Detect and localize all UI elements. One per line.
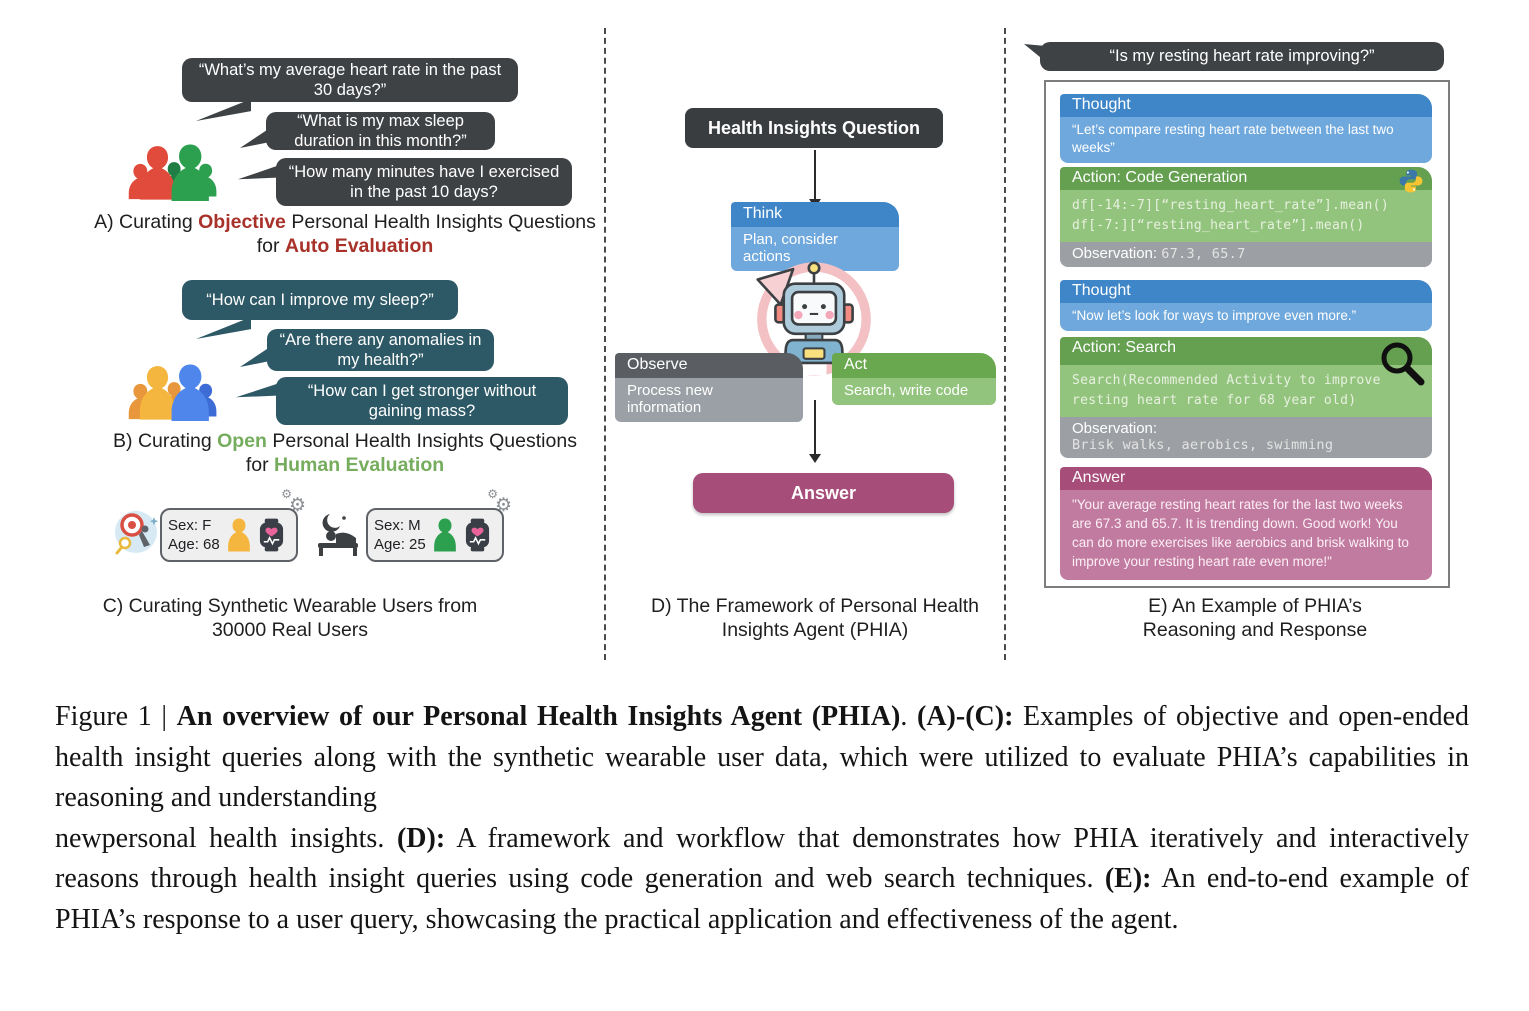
action-title: Action: Code Generation xyxy=(1060,167,1432,190)
action-code-block xyxy=(1060,167,1432,267)
thought-body: “Now let’s look for ways to improve even more.” xyxy=(1060,303,1432,331)
panel-a-caption xyxy=(85,211,605,258)
people-group-icon xyxy=(126,143,218,201)
caption-text: Personal Health Insights Questions xyxy=(266,430,577,452)
caption-text: A) Curating xyxy=(94,211,199,233)
bubble-tail xyxy=(236,382,280,400)
generated-code xyxy=(1060,190,1432,242)
python-icon xyxy=(1398,168,1424,194)
panel-divider-right xyxy=(1004,28,1006,660)
action-title: Action: Search xyxy=(1060,337,1432,365)
search-magnifier-icon xyxy=(1378,339,1426,387)
bubble-tail xyxy=(196,99,251,121)
answer-block xyxy=(1060,467,1432,580)
observation-value: 67.3, 65.7 xyxy=(1161,246,1246,262)
action-search-block xyxy=(1060,337,1432,458)
pawn-icon xyxy=(432,517,458,553)
smartwatch-icon xyxy=(464,517,491,553)
figure-caption xyxy=(55,697,1469,940)
user-age: Age: 25 xyxy=(374,536,426,553)
user-query-bubble: “Is my resting heart rate improving?” xyxy=(1040,42,1444,71)
bubble-tail xyxy=(240,347,270,367)
flow-arrow-line xyxy=(814,150,816,200)
think-title: Think xyxy=(731,202,899,227)
caption-text: Insights Agent (PHIA) xyxy=(721,618,909,641)
question-bubble-b1: “How can I improve my sleep?” xyxy=(182,280,458,320)
code-line: Search(Recommended Activity to improve xyxy=(1072,373,1381,388)
synthetic-user-card xyxy=(160,487,306,562)
answer-body: "Your average resting heart rates for the last two weeks are 67.3 and 65.7. It is trending down. Good work! You can do more exercises like aerobics and brisk walking to improve your resting heart rate even more!" xyxy=(1060,490,1432,580)
figure-label: Figure 1 | xyxy=(55,701,177,732)
panel-b-caption xyxy=(85,430,605,477)
question-bubble-b2: “Are there any anomalies in my health?” xyxy=(267,329,494,371)
goal-target-icon xyxy=(112,505,160,559)
caption-text: 30000 Real Users xyxy=(211,618,369,641)
flow-arrow-head xyxy=(809,454,821,463)
caption-text: . xyxy=(900,701,917,732)
caption-highlight: Open xyxy=(217,430,267,452)
user-age: Age: 68 xyxy=(168,536,220,553)
caption-text: for xyxy=(256,234,285,257)
question-bubble-a2: “What is my max sleep duration in this month?” xyxy=(266,112,495,150)
caption-highlight: Objective xyxy=(198,211,286,233)
code-line: resting heart rate for 68 year old) xyxy=(1072,392,1357,408)
bubble-tail xyxy=(238,164,280,182)
question-bubble-a3: “How many minutes have I exercised in the past 10 days? xyxy=(276,158,572,206)
observation-value: Brisk walks, aerobics, swimming xyxy=(1072,437,1334,453)
user-sex: Sex: F xyxy=(168,517,212,534)
caption-text: An end-to-end example of PHIA’s response to a user query, showcasing the practical application and effectiveness of the agent. xyxy=(55,863,1469,935)
observe-block xyxy=(615,353,803,422)
question-bubble-a1: “What’s my average heart rate in the past 30 days?” xyxy=(182,58,518,102)
caption-highlight: Human Evaluation xyxy=(274,453,445,476)
smartwatch-icon xyxy=(258,517,285,553)
user-demographics xyxy=(168,516,220,554)
panel-d-caption xyxy=(640,595,990,642)
observation-label: Observation: xyxy=(1072,245,1158,262)
caption-panel-ref: (D): xyxy=(396,822,446,854)
thought-block xyxy=(1060,280,1432,331)
code-line: df[-7:][“resting_heart_rate”].mean() xyxy=(1072,217,1365,233)
observe-body: Process new information xyxy=(615,378,803,422)
caption-text: D) The Framework of Personal Health xyxy=(650,595,979,617)
gear-icon: ⚙ xyxy=(494,495,512,516)
caption-text: A framework and workflow that demonstrates how PHIA iteratively and interactively reasons through health insight queries using code generation and web search techniques. xyxy=(55,822,1469,894)
answer-box: Answer xyxy=(693,473,954,513)
panel-c-caption xyxy=(60,595,520,642)
think-body: Plan, consider actions xyxy=(731,227,899,271)
thought-title: Thought xyxy=(1060,94,1432,117)
act-body: Search, write code xyxy=(832,378,996,405)
act-block xyxy=(832,353,996,405)
caption-highlight: Auto Evaluation xyxy=(284,234,434,257)
panel-e-caption xyxy=(1085,595,1425,642)
observation-bar xyxy=(1060,417,1432,458)
panel-divider-left xyxy=(604,28,606,660)
gear-icon: ⚙ xyxy=(288,495,306,516)
flow-arrow-line xyxy=(814,400,816,455)
sleep-icon xyxy=(316,512,360,558)
caption-text: C) Curating Synthetic Wearable Users from xyxy=(102,595,478,617)
code-line: df[-14:-7][“resting_heart_rate”].mean() xyxy=(1072,198,1389,213)
caption-text: E) An Example of PHIA’s xyxy=(1148,595,1362,617)
observation-label: Observation: xyxy=(1072,420,1158,437)
gear-icon: ⚙ xyxy=(487,487,498,501)
thought-block xyxy=(1060,94,1432,163)
people-group-icon xyxy=(126,363,218,421)
observation-bar xyxy=(1060,242,1432,267)
answer-title: Answer xyxy=(1060,467,1432,490)
synthetic-user-card xyxy=(366,487,512,562)
caption-text: for xyxy=(245,453,275,476)
observe-title: Observe xyxy=(615,353,803,378)
question-bubble-b3: “How can I get stronger without gaining mass? xyxy=(276,377,568,425)
thought-title: Thought xyxy=(1060,280,1432,303)
caption-text: newpersonal health insights. xyxy=(55,822,397,854)
caption-text: B) Curating xyxy=(113,430,218,452)
caption-panel-ref: (E): xyxy=(1104,863,1152,894)
thought-body: “Let’s compare resting heart rate between the last two weeks” xyxy=(1060,117,1432,163)
gear-icon: ⚙ xyxy=(281,487,292,501)
health-insights-question-box: Health Insights Question xyxy=(685,108,943,148)
search-query xyxy=(1060,365,1432,417)
user-sex: Sex: M xyxy=(374,517,421,534)
act-title: Act xyxy=(832,353,996,378)
bubble-tail xyxy=(196,317,251,339)
pawn-icon xyxy=(226,517,252,553)
user-demographics xyxy=(374,516,426,554)
figure-title: An overview of our Personal Health Insights Agent (PHIA) xyxy=(176,701,901,732)
caption-text: Examples of objective and open-ended health insight queries along with the synthetic wearable user data, which were utilized to evaluate PHIA’s capabilities in reasoning and understanding xyxy=(55,701,1469,813)
caption-text: Reasoning and Response xyxy=(1142,618,1368,641)
caption-text: Personal Health Insights Questions xyxy=(285,211,596,233)
phia-trace-panel xyxy=(1044,80,1450,588)
caption-panel-ref: (A)-(C): xyxy=(917,701,1014,732)
